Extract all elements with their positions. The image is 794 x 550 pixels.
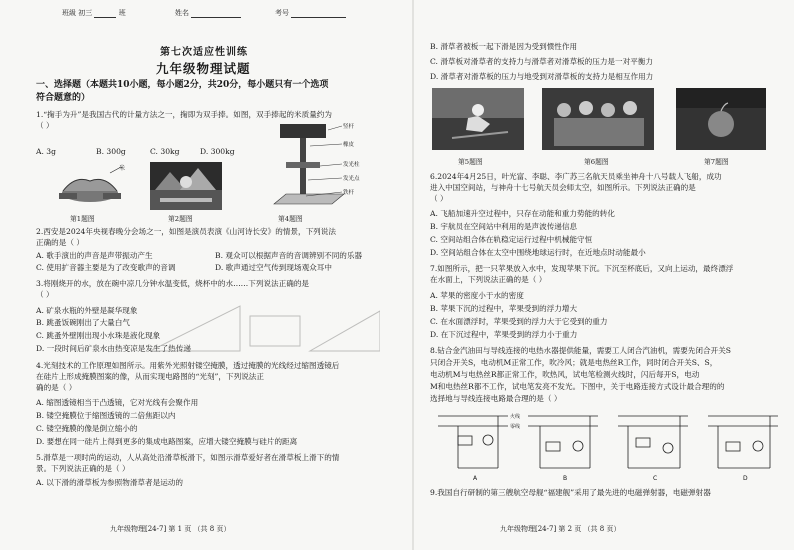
- q4-stem: 4.光刻技术的工作原理如图所示。用紫外光照射镂空掩膜，透过掩膜的光线经过缩图透镜后: [36, 361, 340, 370]
- class-label: 班級 初三: [62, 9, 93, 17]
- q6-option-a: A. 飞船加速升空过程中，只存在动能和重力势能的转化: [430, 209, 615, 218]
- q1-option-a: A. 3g: [36, 147, 57, 156]
- right-page: [414, 0, 794, 550]
- figure-hands-rice: [55, 163, 125, 208]
- q5-option-a: A. 以下滑的滑草板为参照物滑草者是运动的: [36, 478, 183, 487]
- exam-no-blank: [291, 9, 346, 18]
- class-blank: [94, 9, 116, 18]
- q7-option-a: A. 苹果的密度小于水的密度: [430, 291, 524, 300]
- caption-fig5: 第5题图: [458, 158, 483, 166]
- q1-option-d: D. 300kg: [200, 147, 235, 156]
- q3-stem: 3.将刚烧开的水，放在碗中凉几分钟水温变低，烧杯中的水……下列说法正确的是: [36, 279, 310, 288]
- circuit-option-c: C: [653, 475, 658, 482]
- name-label: 姓名: [175, 9, 189, 17]
- figure-apple-in-water: [676, 88, 766, 150]
- section-heading: 一、选择题（本题共10小题，每小题2分，共20分，每小题只有一个选项: [36, 80, 329, 90]
- figure-lithography: [260, 116, 370, 216]
- q3-option-b: B. 跳蚤饭碗刚出了大量白气: [36, 318, 130, 327]
- figure-grass-skiing: [432, 88, 524, 150]
- caption-fig4: 第4题图: [278, 215, 303, 223]
- q6-stem-cont2: （ ）: [430, 194, 448, 203]
- q4-option-d: D. 要想在同一硅片上得到更多的集成电路图案，应增大镂空掩膜与硅片的距离: [36, 437, 298, 446]
- caption-fig2: 第2题图: [168, 215, 193, 223]
- q3-stem-cont: （ ）: [36, 290, 54, 299]
- circuit-option-a: A: [473, 475, 478, 482]
- exam-subtitle: 第七次适应性训练: [160, 47, 248, 58]
- q8-stem-cont4: 选择地与导线连接电路最合理的是（ ）: [430, 394, 562, 403]
- q1-stem-cont: （ ）: [36, 121, 54, 130]
- q9-stem: 9.我国自行研制的第三艘航空母舰“福建舰”采用了最先进的电磁弹射器，电磁弹射器: [430, 488, 711, 497]
- q7-option-b: B. 苹果下沉的过程中，苹果受到的浮力增大: [430, 304, 578, 313]
- q3-option-c: C. 跳蚤外壁刚出现小水珠是液化现象: [36, 331, 161, 340]
- circuit-option-d: D: [743, 475, 748, 482]
- fig4-label-2: 橡皮: [343, 142, 355, 148]
- caption-fig1: 第1题图: [70, 215, 95, 223]
- caption-fig6: 第6题图: [584, 158, 609, 166]
- q2-option-b: B. 观众可以根据声音的音调辨别不同的乐器: [215, 251, 363, 260]
- q3-option-a: A. 矿泉水瓶的外壁是凝华现象: [36, 306, 138, 315]
- q4-option-b: B. 镂空掩膜位于缩图透镜的二倍焦距以内: [36, 411, 176, 420]
- q3-option-d: D. 一段时间后矿泉水由热变凉是发生了热传递: [36, 344, 191, 353]
- class-suffix: 班: [118, 9, 126, 17]
- q8-stem: 8.钻合金汽油田与导线连接的电热水器提供能量，需要工人闭合汽油机，需要先闭合开关S: [430, 346, 732, 355]
- q7-option-d: D. 在下沉过程中，苹果受到的浮力小于重力: [430, 330, 578, 339]
- q6-stem-cont: 进入中国空间站，与神舟十七号航天员会师太空，如图所示。下列说法正确的是: [430, 183, 696, 192]
- q5-stem-cont: 景。下列说法正确的是（ ）: [36, 464, 130, 473]
- fig4-label-5: 铁杆: [343, 190, 355, 196]
- figure-astronauts: [542, 88, 654, 150]
- name-blank: [191, 9, 241, 18]
- exam-title: 九年级物理试题: [156, 61, 251, 76]
- fig4-label-3: 发光柱: [343, 162, 360, 168]
- q7-option-c: C. 在水面漂浮时，苹果受到的浮力大于它受到的重力: [430, 317, 608, 326]
- q6-option-d: D. 空间站组合体在太空中围绕地球运行时，在近地点时动能最小: [430, 248, 646, 257]
- class-field: [62, 8, 126, 18]
- fig4-label-4: 发光点: [343, 176, 360, 182]
- circuit-label-neutral: 零线: [510, 424, 521, 430]
- q7-stem-cont: 在水面上，下列说法正确的是（ ）: [430, 275, 547, 284]
- circuit-label-live: 火线: [510, 414, 521, 420]
- exam-no-field: [275, 8, 346, 18]
- q6-stem: 6.2024年4月25日，叶光富、李聪、李广苏三名航天员乘坐神舟十八号载人飞船，成功: [430, 172, 722, 181]
- page-footer-2: 九年级物理[24-7] 第 2 页 （共 8 页）: [500, 525, 621, 533]
- fig4-label-1: 竖杆: [343, 124, 355, 130]
- exam-no-label: 考号: [275, 9, 289, 17]
- caption-fig7: 第7题图: [704, 158, 729, 166]
- q2-option-c: C. 使用扩音器主要是为了改变歌声的音调: [36, 263, 176, 272]
- q2-stem: 2.西安是2024年央视春晚分会场之一，如图是演员表演《山河诗长安》的情景，下列说法: [36, 227, 336, 236]
- q6-option-b: B. 宇航员在空间站中利用的是声波传递信息: [430, 222, 578, 231]
- figure-stage-performance: [150, 162, 222, 210]
- q8-stem-cont2: 电动机M与电热丝R都正常工作，吹热风，试电笔检测火线时，闪后每开S，电动: [430, 370, 700, 379]
- q2-stem-cont: 正确的是（ ）: [36, 238, 84, 247]
- q1-option-b: B. 300g: [96, 147, 126, 156]
- q5-option-c: C. 滑草板对滑草者的支持力与滑草者对滑草板的压力是一对平衡力: [430, 57, 653, 66]
- q8-stem-cont: 只闭合开关S，电动机M正常工作，吹冷风；就是电热丝R工作，同时闭合开关S、S，: [430, 358, 718, 367]
- q6-option-c: C. 空间站组合体在轨稳定运行过程中机械能守恒: [430, 235, 593, 244]
- q1-option-c: C. 30kg: [150, 147, 180, 156]
- fig1-label-rice: 米: [119, 165, 125, 172]
- q4-option-c: C. 镂空掩膜的像是倒立缩小的: [36, 424, 138, 433]
- q5-option-b: B. 滑草者被板一起下滑是因为受到惯性作用: [430, 42, 578, 51]
- q4-option-a: A. 缩图透镜相当于凸透镜，它对光线有会聚作用: [36, 398, 199, 407]
- page-footer-1: 九年级物理[24-7] 第 1 页 （共 8 页）: [110, 525, 231, 533]
- circuit-option-b: B: [563, 475, 568, 482]
- q4-stem-cont: 在硅片上形成掩膜图案的像，从而实现电路图的“光刻”，下列说法正: [36, 372, 264, 381]
- name-field: [175, 8, 241, 18]
- q2-option-a: A. 歌手演出的声音是声带振动产生: [36, 251, 153, 260]
- figure-circuits: [428, 408, 788, 483]
- q5-option-d: D. 滑草者对滑草板的压力与地受到对滑草板的支持力是相互作用力: [430, 72, 654, 81]
- q2-option-d: D. 歌声通过空气传到现场观众耳中: [215, 263, 332, 272]
- q7-stem: 7.如图所示，把一只苹果放入水中，发现苹果下沉。下沉至杯底后，又向上运动，最终漂浮: [430, 264, 734, 273]
- showthrough-sketch: [150, 296, 380, 356]
- q1-stem: 1.“掬手为升”是我国古代的计量方法之一，掬即为双手捧。如图，双手捧起的米质量约为: [36, 110, 332, 119]
- q8-stem-cont3: M和电热丝R都不工作，试电笔发亮不发光。下图中，关于电路连接方式设计最合理的的: [430, 382, 725, 391]
- q5-stem: 5.滑草是一项时尚的运动，人从高处沿滑草板滑下，如图示滑草爱好者在滑草板上滑下的情: [36, 453, 340, 462]
- q4-stem-cont2: 确的是（ ）: [36, 383, 77, 392]
- section-heading-cont: 符合题意的）: [36, 93, 91, 103]
